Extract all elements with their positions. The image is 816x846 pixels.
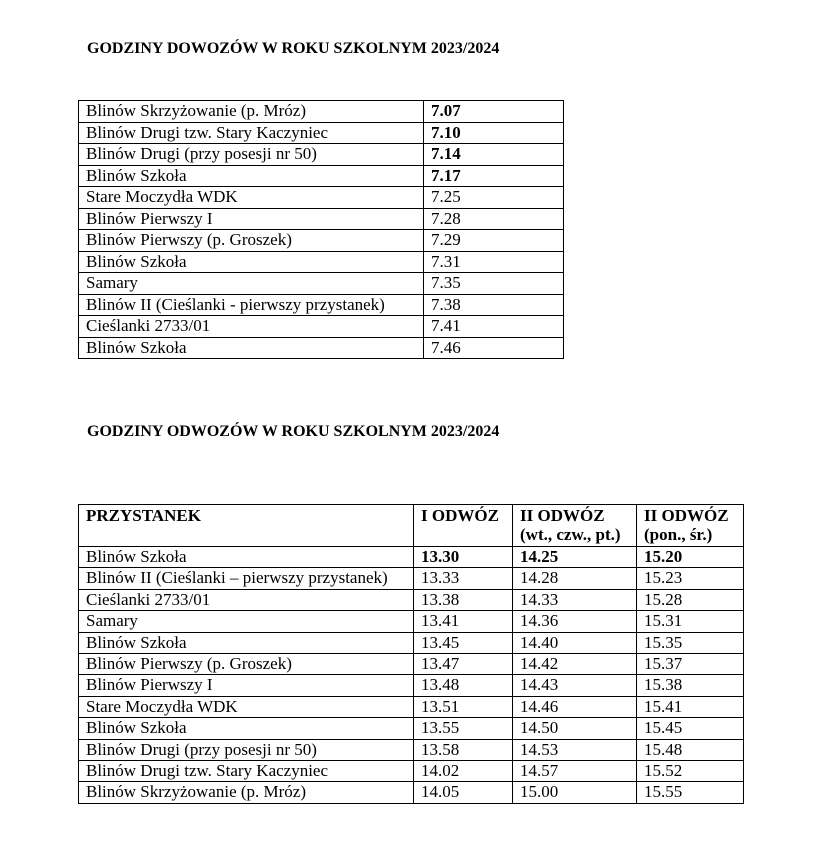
stop-name: Blinów II (Cieślanki - pierwszy przystanek) [79, 294, 424, 316]
pickup-schedule-table [78, 100, 564, 359]
run-1-time: 13.51 [414, 696, 513, 717]
stop-name: Samary [79, 273, 424, 295]
run-3-time: 15.55 [637, 782, 744, 803]
table-row [79, 675, 744, 696]
run-2-time: 14.25 [513, 547, 637, 568]
stop-name: Blinów Drugi (przy posesji nr 50) [79, 144, 424, 166]
departure-time: 7.10 [424, 122, 564, 144]
run-3-time: 15.48 [637, 739, 744, 760]
run-1-time: 14.05 [414, 782, 513, 803]
stop-name: Blinów Drugi (przy posesji nr 50) [79, 739, 414, 760]
column-header-stop: PRZYSTANEK [79, 505, 414, 547]
stop-name: Blinów Drugi tzw. Stary Kaczyniec [79, 760, 414, 781]
table-row [79, 611, 744, 632]
run-2-time: 14.50 [513, 718, 637, 739]
dropoff-schedule-table [78, 504, 744, 804]
pickup-schedule-title: GODZINY DOWOZÓW W ROKU SZKOLNYM 2023/2024 [87, 40, 500, 57]
table-row [79, 208, 564, 230]
departure-time: 7.31 [424, 251, 564, 273]
run-1-time: 14.02 [414, 760, 513, 781]
run-3-time: 15.41 [637, 696, 744, 717]
table-row [79, 316, 564, 338]
stop-name: Blinów Szkoła [79, 547, 414, 568]
table-row [79, 653, 744, 674]
departure-time: 7.17 [424, 165, 564, 187]
stop-name: Blinów Pierwszy I [79, 675, 414, 696]
table-row [79, 760, 744, 781]
run-3-time: 15.37 [637, 653, 744, 674]
table-row [79, 568, 744, 589]
stop-name: Blinów Szkoła [79, 632, 414, 653]
stop-name: Blinów Pierwszy I [79, 208, 424, 230]
stop-name: Cieślanki 2733/01 [79, 589, 414, 610]
run-3-time: 15.20 [637, 547, 744, 568]
table-row [79, 230, 564, 252]
run-3-time: 15.45 [637, 718, 744, 739]
table-row [79, 122, 564, 144]
stop-name: Blinów Drugi tzw. Stary Kaczyniec [79, 122, 424, 144]
run-1-time: 13.33 [414, 568, 513, 589]
departure-time: 7.07 [424, 101, 564, 123]
run-2-time: 14.43 [513, 675, 637, 696]
table-header-row [79, 505, 744, 547]
column-header-run-1: I ODWÓZ [414, 505, 513, 547]
departure-time: 7.46 [424, 337, 564, 359]
departure-time: 7.28 [424, 208, 564, 230]
run-2-time: 14.53 [513, 739, 637, 760]
run-3-time: 15.52 [637, 760, 744, 781]
stop-name: Blinów Pierwszy (p. Groszek) [79, 230, 424, 252]
table-row [79, 782, 744, 803]
run-1-time: 13.30 [414, 547, 513, 568]
stop-name: Blinów II (Cieślanki – pierwszy przystanek) [79, 568, 414, 589]
table-row [79, 547, 744, 568]
run-3-time: 15.38 [637, 675, 744, 696]
run-1-time: 13.55 [414, 718, 513, 739]
departure-time: 7.25 [424, 187, 564, 209]
run-2-time: 14.33 [513, 589, 637, 610]
run-1-time: 13.41 [414, 611, 513, 632]
run-1-time: 13.47 [414, 653, 513, 674]
run-2-time: 14.36 [513, 611, 637, 632]
stop-name: Blinów Szkoła [79, 718, 414, 739]
stop-name: Blinów Szkoła [79, 251, 424, 273]
stop-name: Blinów Szkoła [79, 165, 424, 187]
run-2-time: 15.00 [513, 782, 637, 803]
table-row [79, 144, 564, 166]
stop-name: Samary [79, 611, 414, 632]
column-header-run-2: II ODWÓZ (wt., czw., pt.) [513, 505, 637, 547]
table-row [79, 589, 744, 610]
run-2-time: 14.42 [513, 653, 637, 674]
table-row [79, 632, 744, 653]
departure-time: 7.38 [424, 294, 564, 316]
table-row [79, 739, 744, 760]
run-1-time: 13.38 [414, 589, 513, 610]
departure-time: 7.35 [424, 273, 564, 295]
table-row [79, 187, 564, 209]
run-2-time: 14.57 [513, 760, 637, 781]
table-row [79, 696, 744, 717]
column-header-run-3: II ODWÓZ (pon., śr.) [637, 505, 744, 547]
run-3-time: 15.23 [637, 568, 744, 589]
stop-name: Blinów Pierwszy (p. Groszek) [79, 653, 414, 674]
run-1-time: 13.48 [414, 675, 513, 696]
stop-name: Blinów Skrzyżowanie (p. Mróz) [79, 782, 414, 803]
run-1-time: 13.45 [414, 632, 513, 653]
run-2-time: 14.46 [513, 696, 637, 717]
run-2-time: 14.28 [513, 568, 637, 589]
run-2-time: 14.40 [513, 632, 637, 653]
table-row [79, 337, 564, 359]
run-3-time: 15.28 [637, 589, 744, 610]
departure-time: 7.14 [424, 144, 564, 166]
stop-name: Stare Moczydła WDK [79, 696, 414, 717]
departure-time: 7.41 [424, 316, 564, 338]
stop-name: Blinów Skrzyżowanie (p. Mróz) [79, 101, 424, 123]
table-row [79, 101, 564, 123]
stop-name: Cieślanki 2733/01 [79, 316, 424, 338]
table-row [79, 251, 564, 273]
table-row [79, 718, 744, 739]
table-row [79, 165, 564, 187]
table-row [79, 294, 564, 316]
run-3-time: 15.31 [637, 611, 744, 632]
table-row [79, 273, 564, 295]
run-1-time: 13.58 [414, 739, 513, 760]
dropoff-schedule-title: GODZINY ODWOZÓW W ROKU SZKOLNYM 2023/2024 [87, 423, 500, 440]
run-3-time: 15.35 [637, 632, 744, 653]
departure-time: 7.29 [424, 230, 564, 252]
stop-name: Stare Moczydła WDK [79, 187, 424, 209]
stop-name: Blinów Szkoła [79, 337, 424, 359]
